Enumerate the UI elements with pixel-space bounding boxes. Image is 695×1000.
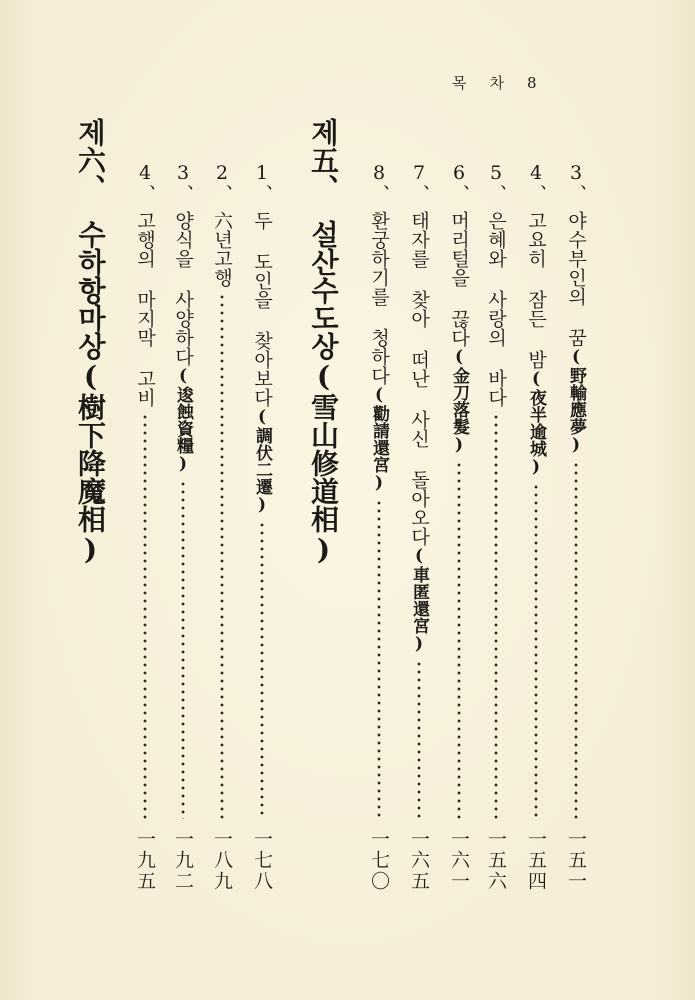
entry-number: 1、 xyxy=(251,162,273,203)
leader-dots xyxy=(405,660,433,819)
entry-title: 六년고행 xyxy=(211,211,233,287)
header-label-2: 차 xyxy=(489,74,505,92)
entry-page: 一五四 xyxy=(525,829,547,892)
chapter-title: 설산수도상 xyxy=(307,220,340,360)
header-page-number: 8 xyxy=(527,74,538,92)
chapter-hanja: (樹下降魔相) xyxy=(74,360,107,566)
entry-number: 6、 xyxy=(448,162,470,203)
entry-number: 3、 xyxy=(172,162,194,203)
chapter-heading[interactable] xyxy=(305,118,341,566)
entry-page: 一六一 xyxy=(448,829,470,892)
entry-page: 一七〇 xyxy=(368,829,390,892)
toc-entry[interactable] xyxy=(208,162,236,892)
toc-entry[interactable] xyxy=(522,162,550,892)
entry-hanja: (車匿還宮) xyxy=(409,546,429,654)
entry-page: 一九五 xyxy=(134,829,156,892)
leader-dots xyxy=(365,499,393,819)
toc-entry[interactable] xyxy=(365,162,393,892)
entry-title: 태자를 찾아 떠난 사신 돌아오다 xyxy=(408,211,430,546)
leader-dots xyxy=(482,413,510,819)
entry-number: 7、 xyxy=(408,162,430,203)
toc-entry[interactable] xyxy=(169,162,197,892)
entry-number: 4、 xyxy=(134,162,156,203)
entry-page: 一九二 xyxy=(172,829,194,892)
entry-page: 一八九 xyxy=(211,829,233,892)
entry-hanja: (逡蝕資糧) xyxy=(173,366,193,474)
entry-title: 머리털을 끊다 xyxy=(448,211,470,347)
chapter-number: 제五、 xyxy=(307,118,340,202)
leader-dots xyxy=(562,461,590,819)
entry-title: 환궁하기를 청하다 xyxy=(368,211,390,385)
running-header xyxy=(452,72,592,93)
leader-dots xyxy=(208,293,236,819)
entry-hanja: (調伏二遷) xyxy=(252,407,272,515)
entry-hanja: (金刀落髮) xyxy=(449,347,469,455)
entry-page: 一七八 xyxy=(251,829,273,892)
entry-hanja: (野輸應夢) xyxy=(566,347,586,455)
header-label-1: 목 xyxy=(452,74,468,92)
entry-number: 8、 xyxy=(368,162,390,203)
toc-entry[interactable] xyxy=(562,162,590,892)
entry-title: 은혜와 사랑의 바다 xyxy=(485,211,507,407)
toc-entry[interactable] xyxy=(131,162,159,892)
entry-title: 고요히 잠든 밤 xyxy=(525,211,547,369)
entry-title: 두 도인을 찾아보다 xyxy=(251,211,273,407)
leader-dots xyxy=(131,413,159,819)
leader-dots xyxy=(522,483,550,819)
toc-entry[interactable] xyxy=(248,162,276,892)
chapter-number: 제六、 xyxy=(74,118,107,202)
entry-number: 5、 xyxy=(485,162,507,203)
toc-entry[interactable] xyxy=(482,162,510,892)
chapter-hanja: (雪山修道相) xyxy=(307,360,340,566)
entry-number: 2、 xyxy=(211,162,233,203)
chapter-heading[interactable] xyxy=(72,118,108,566)
entry-title: 고행의 마지막 고비 xyxy=(134,211,156,407)
entry-number: 4、 xyxy=(525,162,547,203)
entry-title: 야수부인의 꿈 xyxy=(565,211,587,347)
toc-entry[interactable] xyxy=(405,162,433,892)
entry-hanja: (夜半逾城) xyxy=(526,369,546,477)
entry-page: 一五一 xyxy=(565,829,587,892)
leader-dots xyxy=(445,461,473,819)
entry-page: 一六五 xyxy=(408,829,430,892)
entry-page: 一五六 xyxy=(485,829,507,892)
leader-dots xyxy=(169,480,197,819)
leader-dots xyxy=(248,521,276,819)
chapter-title: 수하항마상 xyxy=(74,220,107,360)
entry-number: 3、 xyxy=(565,162,587,203)
entry-hanja: (勸請還宮) xyxy=(369,385,389,493)
entry-title: 양식을 사양하다 xyxy=(172,211,194,366)
toc-entry[interactable] xyxy=(445,162,473,892)
